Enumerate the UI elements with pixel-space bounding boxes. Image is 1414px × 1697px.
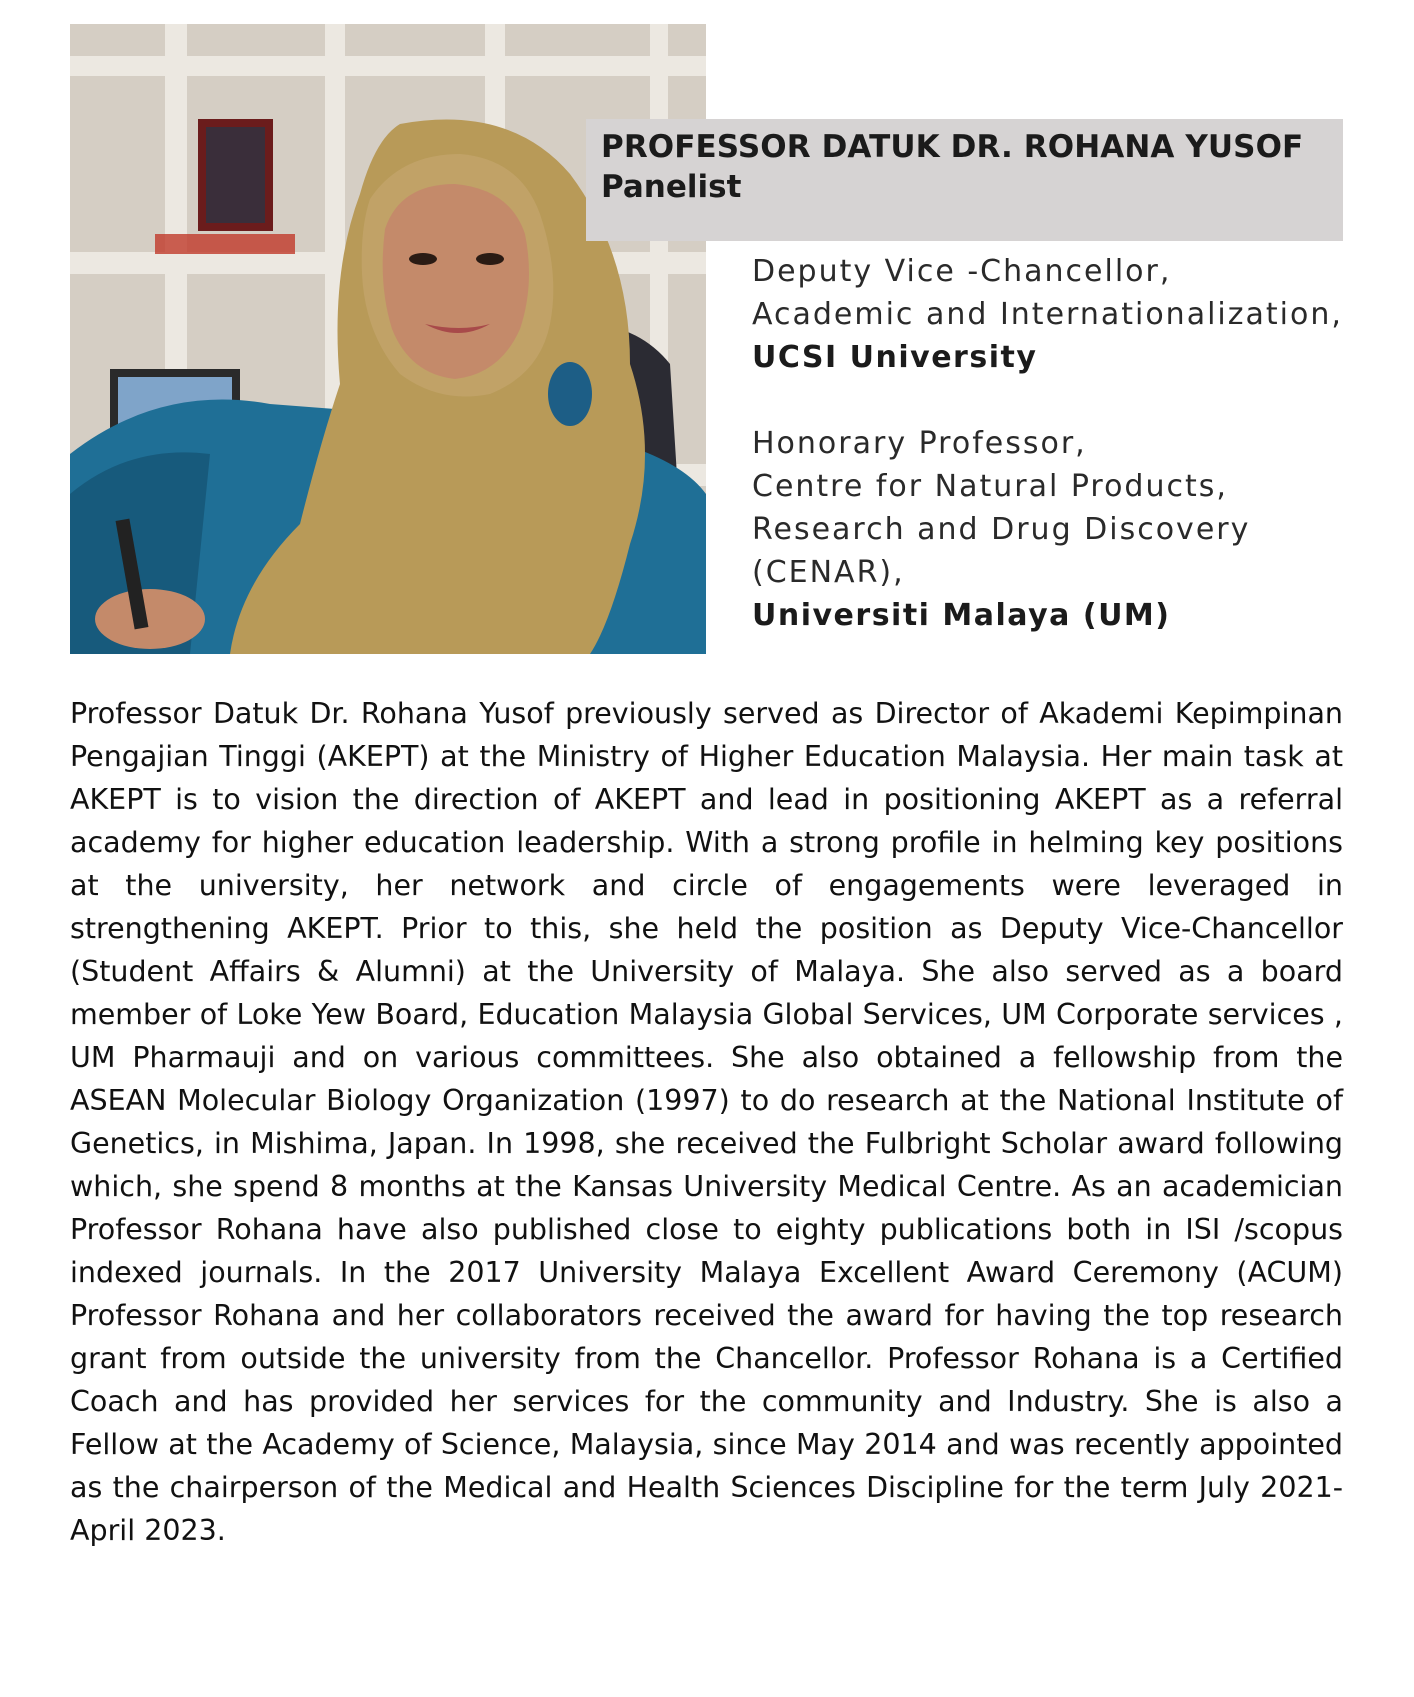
affiliation-2-line-4: (CENAR), [752, 555, 905, 590]
affiliation-1-line-2: Academic and Internationalization, [752, 297, 1343, 332]
affiliation-1-institution: UCSI University [752, 340, 1038, 375]
name-banner [586, 119, 1343, 241]
biography-paragraph: Professor Datuk Dr. Rohana Yusof previously served as Director of Akademi Kepimpinan Pengajian Tinggi (AKEPT) at the Ministry of Higher Education Malaysia. Her main task at AKEPT is to vision the direction of AKEPT and lead in positioning AKEPT as a referral academy for higher education leadership. With a strong profile in helming key positions at the university, her network and circle of engagements were leveraged in strengthening AKEPT. Prior to this, she held the position as Deputy Vice-Chancellor (Student Affairs & Alumni) at the University of Malaya. She also served as a board member of Loke Yew Board, Education Malaysia Global Services, UM Corporate services , UM Pharmauji and on various committees. She also obtained a fellowship from the ASEAN Molecular Biology Organization (1997) to do research at the National Institute of Genetics, in Mishima, Japan. In 1998, she received the Fulbright Scholar award following which, she spend 8 months at the Kansas University Medical Centre. As an academician Professor Rohana have also published close to eighty publications both in ISI /scopus indexed journals. In the 2017 University Malaya Excellent Award Ceremony (ACUM) Professor Rohana and her collaborators received the award for having the top research grant from outside the university from the Chancellor. Professor Rohana is a Certified Coach and has provided her services for the community and Industry. She is also a Fellow at the Academy of Science, Malaysia, since May 2014 and was recently appointed as the chairperson of the Medical and Health Sciences Discipline for the term July 2021-April 2023. [70, 697, 1343, 1547]
affiliation-2-line-3: Research and Drug Discovery [752, 512, 1251, 547]
affiliation-2-line-2: Centre for Natural Products, [752, 469, 1228, 504]
affiliation-spacer [752, 379, 1352, 422]
speaker-name: PROFESSOR DATUK DR. ROHANA YUSOF [601, 129, 1304, 165]
affiliation-2-line-1: Honorary Professor, [752, 426, 1087, 461]
speaker-role: Panelist [601, 169, 742, 205]
affiliation-2-institution: Universiti Malaya (UM) [752, 598, 1171, 633]
affiliation-1-line-1: Deputy Vice -Chancellor, [752, 254, 1172, 289]
affiliations [752, 250, 1352, 637]
